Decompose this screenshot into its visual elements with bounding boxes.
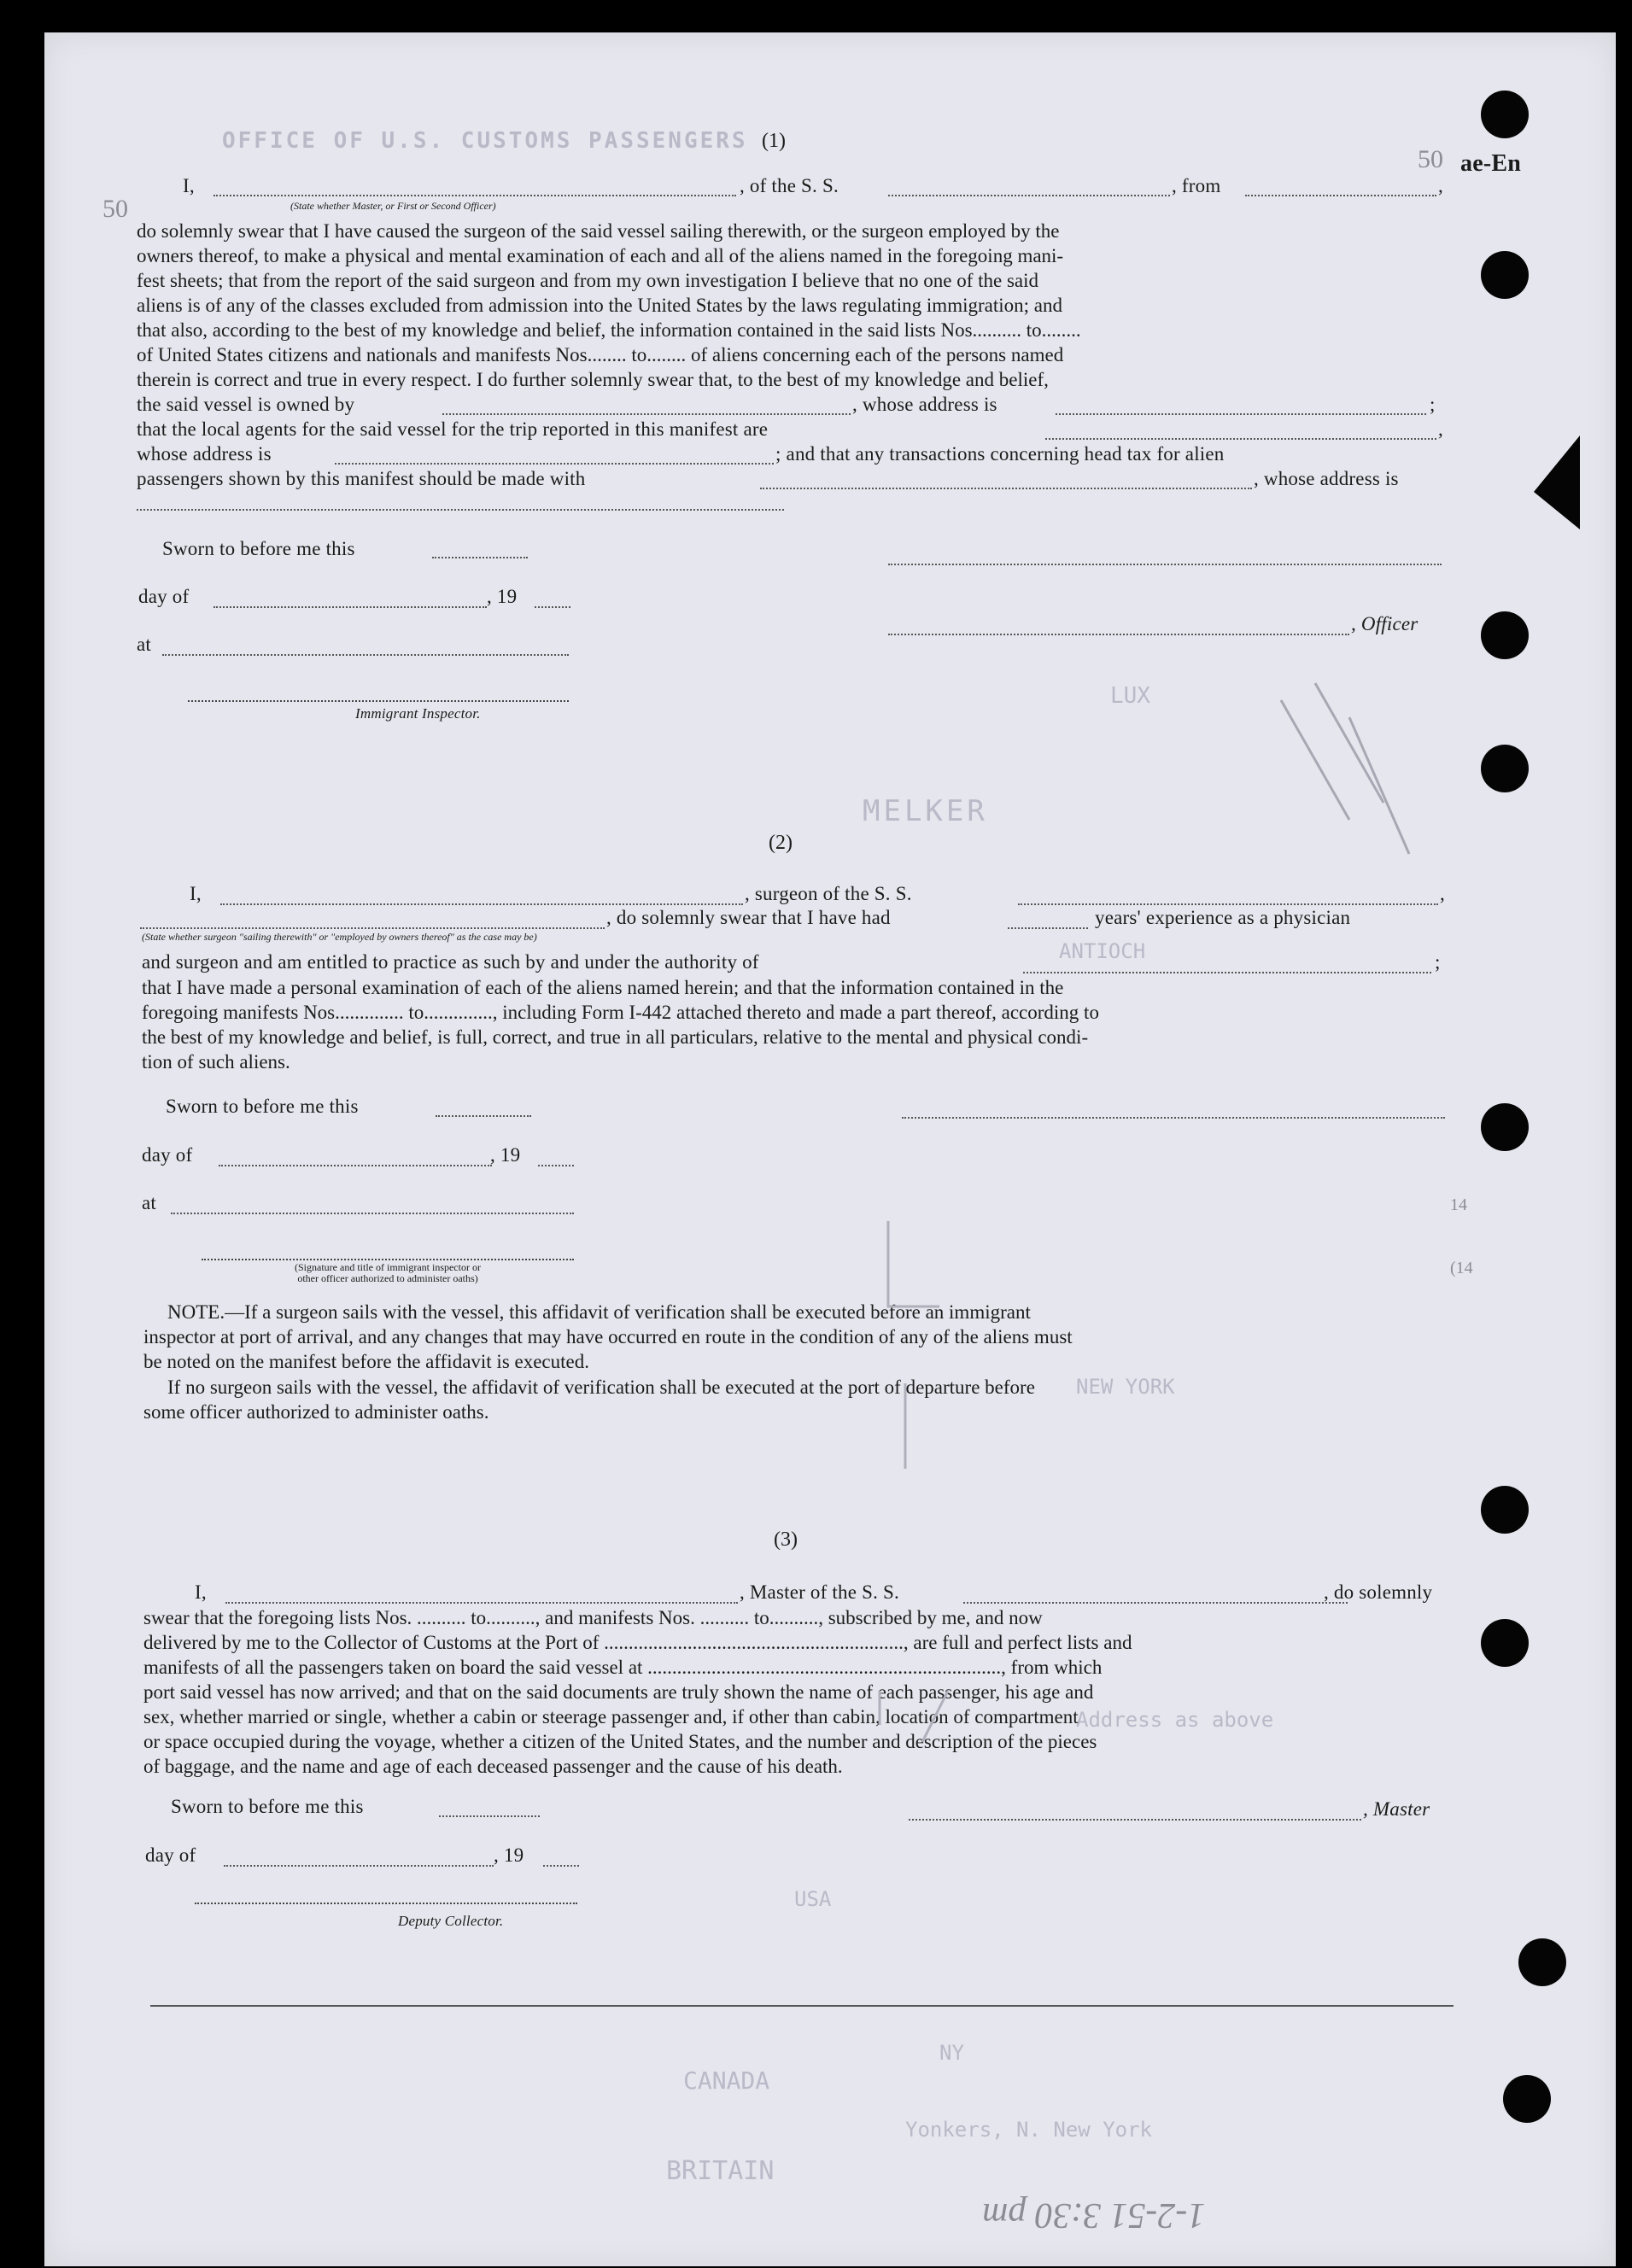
officer-caption: (State whether Master, or First or Second Officer) <box>290 200 496 212</box>
label-at: at <box>137 634 151 655</box>
section-number: (3) <box>774 1529 798 1551</box>
section-number: (2) <box>769 832 793 854</box>
label-years-experience: years' experience as a physician <box>1095 907 1351 928</box>
bleed-through-text: NY <box>939 2041 964 2065</box>
note-paragraph: NOTE.—If a surgeon sails with the vessel, this affidavit of verification shall be executed before an immigrant inspector at port of arrival, and any changes that may have occurred en route in the condition of any of the aliens must be noted on the manifest before the affidavit is executed. <box>143 1301 1073 1372</box>
bleed-through-text: CANADA <box>683 2066 770 2095</box>
punch-hole <box>1481 1619 1529 1667</box>
inspector-signature-line[interactable] <box>188 700 569 702</box>
bleed-through-text: MELKER <box>863 794 988 828</box>
label-whose-address-3: , whose address is <box>1254 468 1399 489</box>
label-surgeon-ss: , surgeon of the S. S. <box>745 883 912 904</box>
label-day-of: day of <box>142 1144 193 1166</box>
officer-signature-line[interactable] <box>888 545 1442 565</box>
pencil-check-marks <box>1264 666 1435 888</box>
label-of-ss: , of the S. S. <box>740 175 839 196</box>
surgeon-signature-line[interactable] <box>902 1098 1445 1119</box>
label-year: , 19 <box>494 1844 524 1866</box>
year-field[interactable] <box>538 1146 574 1166</box>
label-master-ss: , Master of the S. S. <box>740 1581 899 1603</box>
bleed-through-text: LUX <box>1110 683 1150 709</box>
officer-name-field[interactable] <box>214 176 736 196</box>
label-owned-by: the said vessel is owned by <box>137 394 355 415</box>
signature-title-caption: (Signature and title of immigrant inspector or other officer authorized to administer oaths) <box>295 1261 481 1284</box>
label-day-of: day of <box>138 586 190 607</box>
corner-mark: ae-En <box>1460 150 1521 177</box>
punch-hole <box>1503 2075 1551 2123</box>
section-number: (1) <box>762 130 786 152</box>
day-month-field[interactable] <box>219 1146 492 1166</box>
surgeon-status-field[interactable] <box>140 909 605 929</box>
signature-title-line[interactable] <box>202 1259 574 1260</box>
label-year: , 19 <box>490 1144 521 1166</box>
day-month-field[interactable] <box>224 1846 494 1867</box>
bleed-through-text: NEW YORK <box>1076 1375 1175 1399</box>
label-i: I, <box>195 1581 207 1603</box>
head-tax-address-field[interactable] <box>137 490 784 511</box>
sworn-date-field[interactable] <box>439 1797 540 1817</box>
label-i: I, <box>183 175 195 196</box>
ship-name-field[interactable] <box>888 176 1170 196</box>
agents-field[interactable] <box>1045 419 1436 440</box>
label-from: , from <box>1172 175 1221 196</box>
sworn-date-field[interactable] <box>436 1096 531 1117</box>
margin-mark: 50 <box>102 195 128 223</box>
label-local-agents: that the local agents for the said vessel for the trip reported in this manifest are <box>137 418 769 440</box>
punch-hole <box>1481 251 1529 299</box>
day-month-field[interactable] <box>214 587 487 608</box>
page-number: 50 <box>1418 145 1443 173</box>
oath-paragraph: do solemnly swear that I have caused the surgeon of the said vessel sailing therewith, or the surgeon employed by the owners thereof, to make a physical and mental examination of each and all of the aliens named in the foregoing mani- fest sheets; that from the report of the said surgeon and from my own investigation I believe that no one of the said aliens is of any of the classes excluded from admission into the United States by the laws regulating immigration; and that also, according to the best of my knowledge and belief, the information contained in the said lists Nos.......... to........ of United States citizens and nationals and manifests Nos........ to........ of aliens concerning each of the persons named therein is correct and true in every respect. I do further solemnly swear that, to the best of my knowledge and belief, <box>137 220 1081 390</box>
owner-address-field[interactable] <box>1056 395 1426 415</box>
punch-hole <box>1481 611 1529 659</box>
semicolon: ; <box>1435 951 1441 973</box>
punch-hole <box>1481 1103 1529 1151</box>
label-transactions: ; and that any transactions concerning head tax for alien <box>775 443 1225 465</box>
label-i: I, <box>190 883 202 904</box>
label-day-of: day of <box>145 1844 196 1866</box>
master-signature-line[interactable] <box>909 1800 1361 1821</box>
master-ship-field[interactable] <box>963 1583 1348 1604</box>
officer-title-line[interactable] <box>888 615 1349 635</box>
comma: , <box>1440 883 1445 904</box>
master-name-field[interactable] <box>225 1583 738 1604</box>
label-whose-address-2: whose address is <box>137 443 272 465</box>
agents-address-field[interactable] <box>335 444 774 465</box>
handwritten-margin-note: 14 <box>1450 1195 1467 1214</box>
inspector-caption: Immigrant Inspector. <box>355 705 481 722</box>
semicolon: ; <box>1430 394 1436 415</box>
sworn-date-field[interactable] <box>432 538 528 558</box>
head-tax-party-field[interactable] <box>760 469 1252 489</box>
surgeon-caption: (State whether surgeon "sailing therewith" or "employed by owners thereof" as the case may be) <box>142 931 537 943</box>
comma: , <box>1438 175 1443 196</box>
surgeon-name-field[interactable] <box>220 885 743 905</box>
label-year: , 19 <box>487 586 518 607</box>
handwritten-margin-note: (14 <box>1450 1259 1473 1277</box>
bleed-through-text: Address as above <box>1076 1708 1274 1732</box>
label-authority: and surgeon and am entitled to practice as such by and under the authority of <box>142 951 759 973</box>
bleed-through-text: ANTIOCH <box>1059 939 1146 963</box>
deputy-caption: Deputy Collector. <box>398 1913 504 1929</box>
from-port-field[interactable] <box>1245 176 1436 196</box>
punch-hole <box>1481 91 1529 138</box>
bleed-through-header: OFFICE OF U.S. CUSTOMS PASSENGERS <box>222 128 748 154</box>
label-officer: , Officer <box>1351 613 1418 634</box>
at-place-field[interactable] <box>162 635 569 656</box>
label-whose-address: , whose address is <box>852 394 997 415</box>
owner-field[interactable] <box>442 395 851 415</box>
label-passengers: passengers shown by this manifest should be made with <box>137 468 586 489</box>
label-sworn: Sworn to before me this <box>162 538 355 559</box>
bottom-rule <box>150 2005 1454 2007</box>
note-paragraph-2: If no surgeon sails with the vessel, the affidavit of verification shall be executed at the port of departure before some officer authorized to administer oaths. <box>143 1377 1035 1423</box>
bleed-through-text: USA <box>794 1887 832 1911</box>
pencil-check-marks <box>871 1213 974 1776</box>
years-experience-field[interactable] <box>1008 909 1088 929</box>
examination-paragraph: that I have made a personal examination of each of the aliens named herein; and that the information contained in the foregoing manifests Nos.............. to.............., including Form I-442 attached thereto and made a part thereof, according to the best of my knowledge and belief, is full, correct, and true in all particulars, relative to the mental and physical condi- tion of such aliens. <box>142 977 1099 1073</box>
handwritten-date: 1-2-51 3:30 pm <box>982 2195 1206 2235</box>
label-sworn: Sworn to before me this <box>166 1096 359 1117</box>
label-at: at <box>142 1192 156 1213</box>
deputy-signature-line[interactable] <box>195 1903 577 1904</box>
punch-hole <box>1481 745 1529 792</box>
label-do-solemnly-swear: , do solemnly swear that I have had <box>606 907 891 928</box>
label-sworn: Sworn to before me this <box>171 1796 364 1817</box>
label-master: , Master <box>1363 1798 1430 1820</box>
label-do-solemnly: , do solemnly <box>1324 1581 1433 1603</box>
at-place-field[interactable] <box>171 1194 574 1214</box>
bleed-through-text: BRITAIN <box>666 2156 775 2186</box>
year-field[interactable] <box>535 587 570 608</box>
master-oath-paragraph: swear that the foregoing lists Nos. .......... to.........., and manifests Nos. .......... to.........., subscribed by me, and now delivered by me to the Collector of Customs at the Port of ............................................................., are full and perfect lists and manifests of all the passengers taken on board the said vessel at ........................................................................, from which port said vessel has now arrived; and that on the said documents are truly shown the name of each passenger, his age and sex, whether married or single, whether a cabin or steerage passenger and, if other than cabin, location of compartment or space occupied during the voyage, whether a citizen of the United States, and the number and description of the pieces of baggage, and the name and age of each deceased passenger and the cause of his death. <box>143 1607 1132 1777</box>
authority-field[interactable] <box>1023 953 1431 973</box>
comma: , <box>1438 418 1443 440</box>
punch-hole <box>1518 1938 1566 1986</box>
punch-hole <box>1481 1486 1529 1534</box>
year-field[interactable] <box>543 1846 579 1867</box>
bleed-through-text: Yonkers, N. New York <box>905 2118 1152 2142</box>
